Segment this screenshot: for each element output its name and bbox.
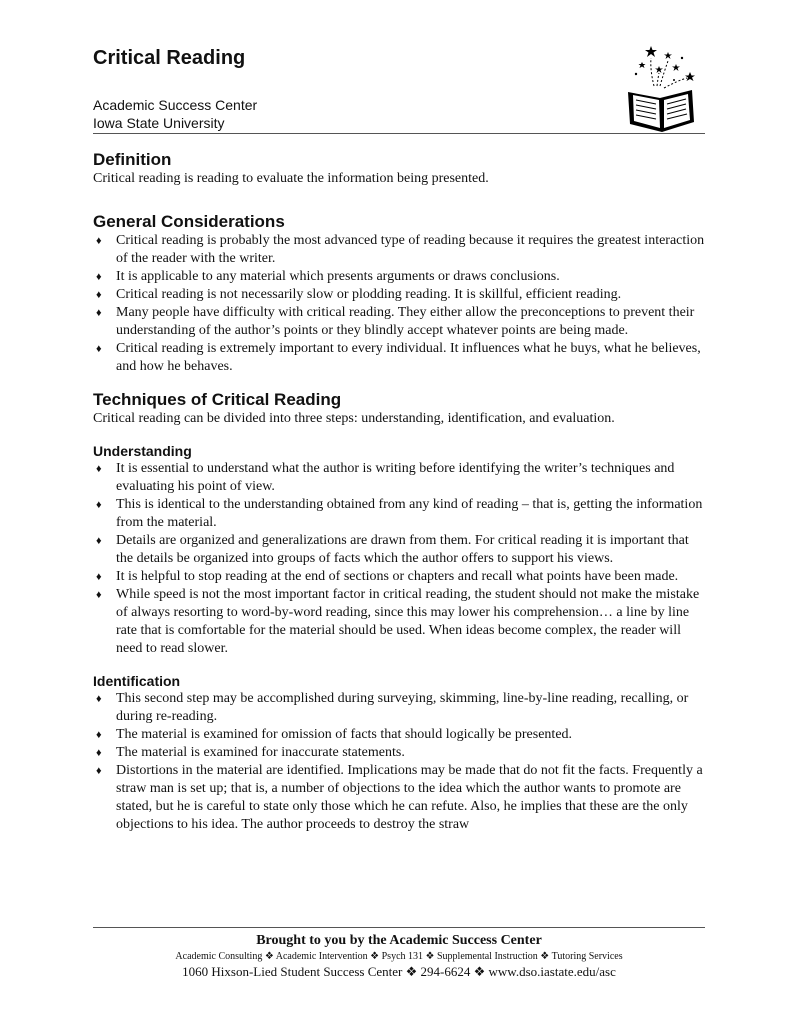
bullet-icon: ♦ bbox=[96, 571, 102, 583]
bullet-icon: ♦ bbox=[96, 535, 102, 547]
bullet-icon: ♦ bbox=[96, 729, 102, 741]
bullet-icon: ♦ bbox=[96, 289, 102, 301]
book-with-stars-icon bbox=[624, 40, 700, 132]
list-item: ♦ It is applicable to any material which presents arguments or draws conclusions. bbox=[96, 269, 560, 284]
identification-list bbox=[93, 690, 705, 834]
list-item: ♦ Critical reading is not necessarily slow or plodding reading. It is skillful, efficient reading. bbox=[96, 287, 622, 302]
footer bbox=[93, 932, 705, 980]
university-name: Iowa State University bbox=[93, 115, 225, 131]
bullet-icon: ♦ bbox=[96, 235, 102, 247]
list-item: ♦ Critical reading is probably the most advanced type of reading because it requires the greatest interaction of the reader with the writer. bbox=[96, 233, 705, 266]
list-item: ♦ It is essential to understand what the author is writing before identifying the writer’s techniques and evaluating his point of view. bbox=[96, 461, 675, 494]
identification-heading: Identification bbox=[93, 673, 181, 689]
techniques-heading: Techniques of Critical Reading bbox=[93, 390, 342, 409]
list-item: ♦ The material is examined for omission of facts that should logically be presented. bbox=[96, 727, 573, 742]
general-considerations-heading: General Considerations bbox=[93, 212, 285, 231]
list-item: ♦ Distortions in the material are identified. Implications may be made that do not fit the facts. Frequently a straw man is set up; that is, a number of objections to the idea which the author wants to promote are stated, but he is careful to state only those which he can refute. Also, he implies that these are the only objections to his idea. The author proceeds to destroy the straw bbox=[96, 763, 703, 832]
footer-divider bbox=[93, 927, 705, 928]
bullet-icon: ♦ bbox=[96, 765, 102, 777]
bullet-icon: ♦ bbox=[96, 271, 102, 283]
header-divider bbox=[93, 133, 705, 134]
document-body bbox=[93, 150, 705, 834]
list-item: ♦ Details are organized and generalizations are drawn from them. For critical reading it is important that the details be organized into groups of facts which the author offers to support his views. bbox=[96, 533, 689, 566]
bullet-icon: ♦ bbox=[96, 747, 102, 759]
list-item: ♦ Many people have difficulty with critical reading. They either allow the preconceptions to prevent their understanding of the author’s points or they blindly accept whatever points are being made. bbox=[96, 305, 695, 338]
list-item: ♦ This is identical to the understanding obtained from any kind of reading – that is, getting the information from the material. bbox=[96, 497, 703, 530]
list-item: ♦ This second step may be accomplished during surveying, skimming, line-by-line reading, recalling, or during re-reading. bbox=[96, 691, 689, 724]
bullet-icon: ♦ bbox=[96, 693, 102, 705]
organization-block bbox=[93, 96, 257, 132]
bullet-icon: ♦ bbox=[96, 307, 102, 319]
bullet-icon: ♦ bbox=[96, 499, 102, 511]
list-item: ♦ Critical reading is extremely important to every individual. It influences what he buys, what he believes, and how he behaves. bbox=[96, 341, 701, 374]
definition-text: Critical reading is reading to evaluate the information being presented. bbox=[93, 171, 489, 186]
footer-services: Academic Consulting ❖ Academic Intervention ❖ Psych 131 ❖ Supplemental Instruction ❖ Tutoring Services bbox=[175, 951, 623, 962]
general-considerations-list bbox=[93, 232, 705, 376]
bullet-icon: ♦ bbox=[96, 463, 102, 475]
understanding-list bbox=[93, 460, 705, 658]
list-item: ♦ It is helpful to stop reading at the end of sections or chapters and recall what points have been made. bbox=[96, 569, 679, 584]
techniques-intro: Critical reading can be divided into three steps: understanding, identification, and evaluation. bbox=[93, 411, 615, 426]
understanding-heading: Understanding bbox=[93, 443, 192, 459]
org-name: Academic Success Center bbox=[93, 97, 258, 113]
list-item: ♦ The material is examined for inaccurate statements. bbox=[96, 745, 405, 760]
bullet-icon: ♦ bbox=[96, 589, 102, 601]
footer-title: Brought to you by the Academic Success Center bbox=[256, 933, 542, 948]
list-item: ♦ While speed is not the most important factor in critical reading, the student should not make the mistake of always resorting to word-by-word reading, since this may lower his comprehension… a line by line rate that is comfortable for the material should be used. When ideas become complex, the reader will need to read slower. bbox=[96, 587, 700, 656]
definition-heading: Definition bbox=[93, 150, 172, 169]
page-title: Critical Reading bbox=[93, 47, 246, 69]
bullet-icon: ♦ bbox=[96, 343, 102, 355]
footer-contact: 1060 Hixson-Lied Student Success Center ❖ 294-6624 ❖ www.dso.iastate.edu/asc bbox=[182, 964, 616, 979]
